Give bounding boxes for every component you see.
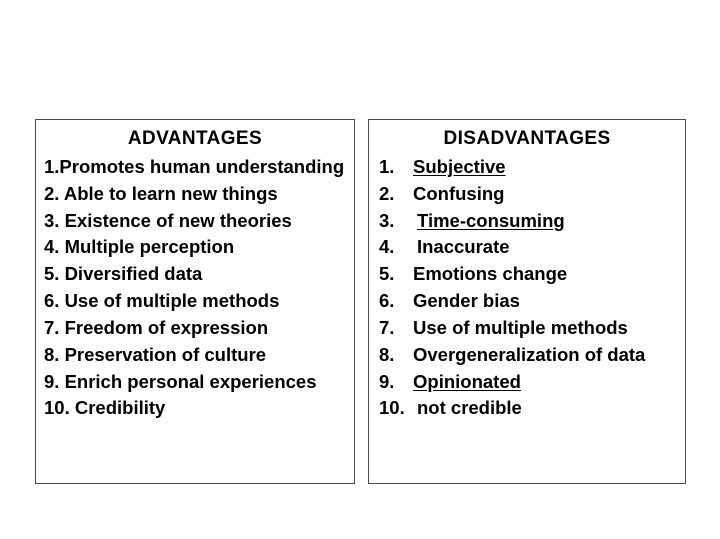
list-item bbox=[377, 288, 679, 315]
list-item-label: Emotions change bbox=[413, 263, 568, 285]
list-item: 3. Existence of new theories bbox=[44, 209, 292, 231]
list-item: 5. Diversified data bbox=[44, 263, 203, 285]
disadvantages-title: DISADVANTAGES bbox=[443, 128, 611, 149]
list-item-label: Subjective bbox=[413, 156, 506, 177]
list-item bbox=[377, 261, 679, 288]
list-item-number: 6. bbox=[379, 290, 395, 312]
list-item bbox=[377, 181, 679, 208]
list-item bbox=[377, 234, 679, 261]
list-item-number: 1. bbox=[379, 156, 395, 177]
list-item-number: 8. bbox=[379, 343, 395, 365]
list-item bbox=[377, 208, 679, 235]
list-item-label: Confusing bbox=[413, 182, 505, 204]
advantages-panel bbox=[35, 119, 355, 484]
list-item: 1.Promotes human understanding bbox=[44, 156, 345, 177]
list-item-label: Time-consuming bbox=[417, 209, 565, 231]
list-item bbox=[377, 315, 679, 342]
list-item bbox=[377, 342, 679, 369]
list-item-number: 5. bbox=[379, 263, 395, 285]
list-item bbox=[377, 154, 679, 181]
list-item: 2. Able to learn new things bbox=[44, 182, 278, 204]
list-item-label: Use of multiple methods bbox=[413, 316, 628, 338]
list-item: 4. Multiple perception bbox=[44, 236, 235, 258]
advantages-title: ADVANTAGES bbox=[127, 128, 263, 149]
list-item bbox=[377, 395, 679, 422]
list-item-label: Overgeneralization of data bbox=[413, 343, 646, 365]
list-item-number: 4. bbox=[379, 236, 395, 258]
list-item: 6. Use of multiple methods bbox=[44, 290, 280, 312]
disadvantages-panel bbox=[368, 119, 686, 484]
list-item-number: 2. bbox=[379, 182, 395, 204]
list-item-label: Gender bias bbox=[413, 290, 520, 312]
list-item: 9. Enrich personal experiences bbox=[44, 370, 317, 392]
disadvantages-list bbox=[369, 154, 685, 422]
list-item-number: 7. bbox=[379, 316, 395, 338]
list-item: 10. Credibility bbox=[44, 397, 166, 419]
list-item: 7. Freedom of expression bbox=[44, 316, 269, 338]
advantages-list bbox=[36, 154, 354, 422]
list-item: 8. Preservation of culture bbox=[44, 343, 267, 365]
list-item-number: 10. bbox=[379, 397, 405, 419]
list-item bbox=[377, 369, 679, 396]
list-item-label: not credible bbox=[417, 397, 522, 419]
list-item-label: Opinionated bbox=[413, 370, 521, 392]
list-item-number: 9. bbox=[379, 370, 395, 392]
list-item-label: Inaccurate bbox=[417, 236, 510, 258]
list-item-number: 3. bbox=[379, 209, 395, 231]
